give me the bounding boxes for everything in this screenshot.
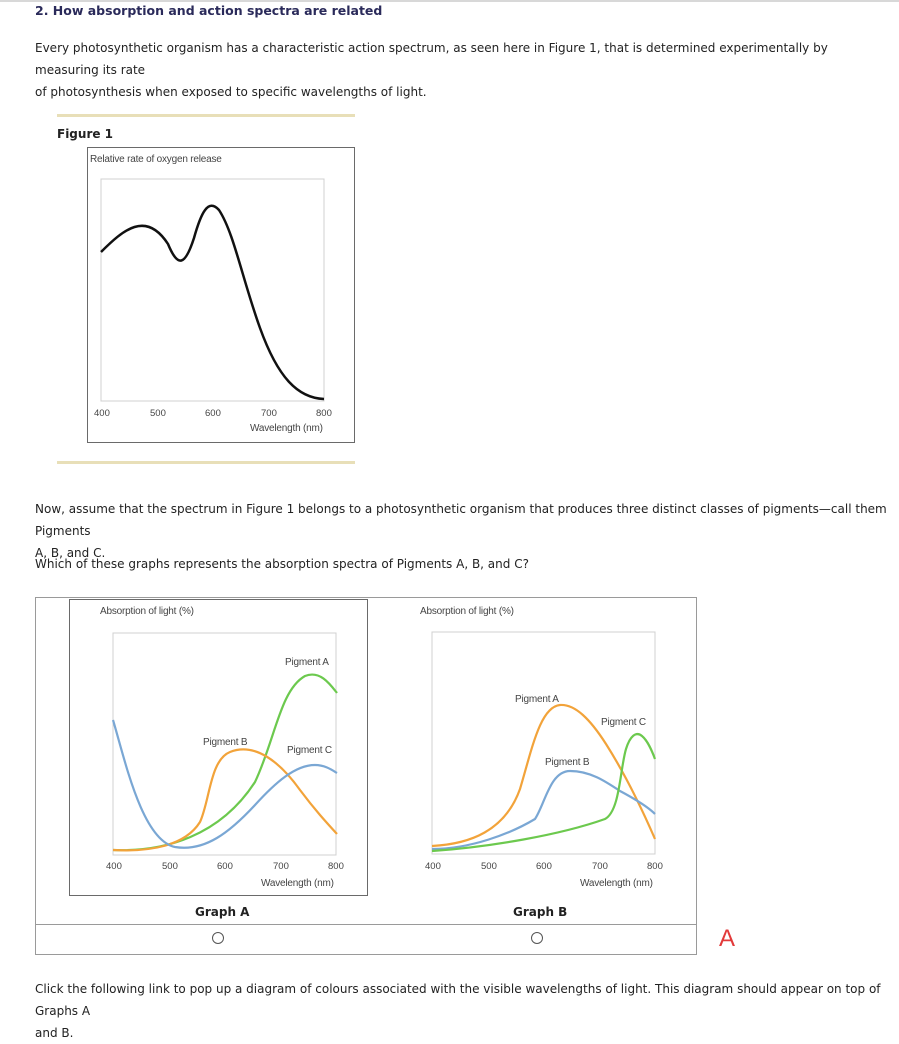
- graph-a-tick-500: 500: [162, 861, 178, 872]
- graph-a-pigment-b-label: Pigment B: [203, 737, 248, 748]
- figure1-ylabel: Relative rate of oxygen release: [90, 154, 222, 165]
- graph-a-xlabel: Wavelength (nm): [261, 878, 334, 889]
- graph-a-pigment-b-line: [113, 749, 337, 850]
- graph-a-tick-700: 700: [273, 861, 289, 872]
- graph-a-chart: [69, 599, 368, 896]
- intro-line-1: Every photosynthetic organism has a characteristic action spectrum, as seen here in Figure 1, that is determined experimentally by measuring its rate: [35, 41, 828, 77]
- graph-a-pigment-a-line: [113, 675, 337, 851]
- figure1-xlabel: Wavelength (nm): [250, 423, 323, 434]
- figure-divider-top: [57, 114, 355, 117]
- footer-line-1: Click the following link to pop up a diagram of colours associated with the visible wavelengths of light. This diagram should appear on top of Graphs A: [35, 982, 881, 1018]
- figure1-tick-800: 800: [316, 408, 332, 419]
- graph-b-tick-700: 700: [592, 861, 608, 872]
- graph-a-tick-400: 400: [106, 861, 122, 872]
- graph-b-pigment-a-label: Pigment A: [515, 694, 559, 705]
- intro-paragraph: [35, 37, 887, 103]
- figure1-tick-700: 700: [261, 408, 277, 419]
- answer-radio-row: [35, 922, 697, 955]
- figure1-chart: [87, 147, 355, 443]
- question-heading: 2. How absorption and action spectra are related: [35, 3, 383, 18]
- figure1-plot: [88, 148, 354, 442]
- figure1-label: Figure 1: [57, 127, 114, 141]
- graph-b-tick-400: 400: [425, 861, 441, 872]
- graph-b-tick-500: 500: [481, 861, 497, 872]
- action-spectrum-line: [101, 206, 324, 399]
- graph-b-pigment-c-label: Pigment C: [601, 717, 646, 728]
- intro-line-2: of photosynthesis when exposed to specific wavelengths of light.: [35, 85, 427, 99]
- graph-a-ylabel: Absorption of light (%): [100, 606, 194, 617]
- graph-a-pigment-a-label: Pigment A: [285, 657, 329, 668]
- top-divider: [0, 0, 899, 2]
- graph-b-radio[interactable]: [531, 932, 543, 944]
- graph-b-label: Graph B: [513, 905, 568, 919]
- figure1-tick-400: 400: [94, 408, 110, 419]
- figure1-tick-600: 600: [205, 408, 221, 419]
- graph-a-label: Graph A: [195, 905, 250, 919]
- graph-b-ylabel: Absorption of light (%): [420, 606, 514, 617]
- question-prompt: Which of these graphs represents the absorption spectra of Pigments A, B, and C?: [35, 557, 529, 571]
- figure1-tick-500: 500: [150, 408, 166, 419]
- graph-b-pigment-b-line: [432, 771, 655, 849]
- graph-b-tick-600: 600: [536, 861, 552, 872]
- figure-divider-bottom: [57, 461, 355, 464]
- graph-b-pigment-b-label: Pigment B: [545, 757, 590, 768]
- graph-b-xlabel: Wavelength (nm): [580, 878, 653, 889]
- graph-b-chart: [410, 599, 695, 894]
- figure1-plot-frame: [101, 179, 324, 401]
- assume-line-1: Now, assume that the spectrum in Figure 1 belongs to a photosynthetic organism that produces three distinct classes of pigments—call them Pigments: [35, 502, 887, 538]
- graph-a-radio[interactable]: [212, 932, 224, 944]
- graph-b-plot: [410, 599, 695, 894]
- footer-line-2: and B.: [35, 1026, 74, 1040]
- graph-a-tick-800: 800: [328, 861, 344, 872]
- grade-mark: A: [719, 925, 736, 952]
- footer-paragraph: [35, 978, 887, 1044]
- graph-b-tick-800: 800: [647, 861, 663, 872]
- graph-a-tick-600: 600: [217, 861, 233, 872]
- graph-b-plot-frame: [432, 632, 655, 854]
- graph-a-pigment-c-label: Pigment C: [287, 745, 332, 756]
- assume-line-2: A, B, and C.: [35, 546, 106, 560]
